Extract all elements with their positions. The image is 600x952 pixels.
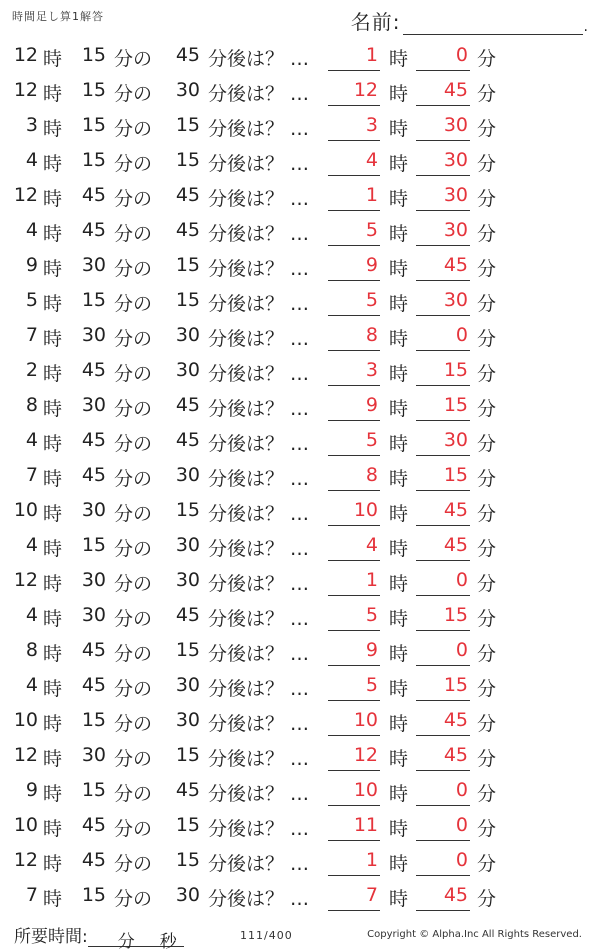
question-tail-label: 分後は？ … xyxy=(208,713,310,735)
name-blank-line xyxy=(403,12,583,35)
answer-hour-unit-label: 時 xyxy=(389,818,409,840)
question-hour: 12 xyxy=(13,849,38,871)
problem-row xyxy=(0,810,600,845)
question-minute: 15 xyxy=(81,779,106,801)
problem-row xyxy=(0,740,600,775)
answer-hour: 10 xyxy=(328,779,380,806)
minutes-unit: 分 xyxy=(117,932,135,952)
added-minutes: 15 xyxy=(175,254,200,276)
hour-unit-label: 時 xyxy=(43,748,63,770)
answer-hour: 9 xyxy=(328,254,380,281)
question-hour: 2 xyxy=(25,359,38,381)
problem-row xyxy=(0,390,600,425)
question-tail-label: 分後は？ … xyxy=(208,398,310,420)
minute-of-label: 分の xyxy=(114,328,153,350)
answer-minute: 15 xyxy=(416,604,470,631)
answer-minute: 0 xyxy=(416,814,470,841)
answer-hour: 5 xyxy=(328,604,380,631)
answer-hour: 8 xyxy=(328,464,380,491)
answer-minute-unit-label: 分 xyxy=(477,503,497,525)
question-hour: 8 xyxy=(25,639,38,661)
answer-minute: 30 xyxy=(416,289,470,316)
question-minute: 15 xyxy=(81,79,106,101)
answer-hour: 7 xyxy=(328,884,380,911)
problem-row xyxy=(0,495,600,530)
answer-minute-unit-label: 分 xyxy=(477,678,497,700)
answer-hour-unit-label: 時 xyxy=(389,153,409,175)
added-minutes: 45 xyxy=(175,184,200,206)
answer-hour-unit-label: 時 xyxy=(389,748,409,770)
question-tail-label: 分後は？ … xyxy=(208,888,310,910)
answer-minute-unit-label: 分 xyxy=(477,713,497,735)
question-minute: 30 xyxy=(81,254,106,276)
added-minutes: 30 xyxy=(175,569,200,591)
hour-unit-label: 時 xyxy=(43,888,63,910)
added-minutes: 30 xyxy=(175,884,200,906)
question-minute: 45 xyxy=(81,219,106,241)
question-hour: 9 xyxy=(25,779,38,801)
question-hour: 12 xyxy=(13,184,38,206)
hour-unit-label: 時 xyxy=(43,783,63,805)
added-minutes: 15 xyxy=(175,849,200,871)
answer-minute: 45 xyxy=(416,744,470,771)
answer-hour: 4 xyxy=(328,149,380,176)
question-hour: 5 xyxy=(25,289,38,311)
problem-row xyxy=(0,635,600,670)
question-minute: 15 xyxy=(81,709,106,731)
question-minute: 30 xyxy=(81,499,106,521)
question-minute: 45 xyxy=(81,464,106,486)
question-tail-label: 分後は？ … xyxy=(208,293,310,315)
worksheet-title: 時間足し算1解答 xyxy=(12,10,104,23)
question-hour: 4 xyxy=(25,674,38,696)
answer-hour: 1 xyxy=(328,849,380,876)
minute-of-label: 分の xyxy=(114,503,153,525)
problem-row xyxy=(0,40,600,75)
question-tail-label: 分後は？ … xyxy=(208,363,310,385)
minute-of-label: 分の xyxy=(114,748,153,770)
added-minutes: 45 xyxy=(175,44,200,66)
hour-unit-label: 時 xyxy=(43,118,63,140)
answer-hour-unit-label: 時 xyxy=(389,608,409,630)
answer-minute-unit-label: 分 xyxy=(477,608,497,630)
question-minute: 30 xyxy=(81,569,106,591)
problem-row xyxy=(0,285,600,320)
problem-row xyxy=(0,705,600,740)
question-tail-label: 分後は？ … xyxy=(208,678,310,700)
question-minute: 45 xyxy=(81,814,106,836)
question-tail-label: 分後は？ … xyxy=(208,468,310,490)
answer-minute: 30 xyxy=(416,149,470,176)
name-line-dot: . xyxy=(583,19,588,35)
answer-hour-unit-label: 時 xyxy=(389,433,409,455)
hour-unit-label: 時 xyxy=(43,223,63,245)
answer-hour: 12 xyxy=(328,744,380,771)
question-hour: 10 xyxy=(13,814,38,836)
question-hour: 12 xyxy=(13,79,38,101)
problem-row xyxy=(0,180,600,215)
added-minutes: 30 xyxy=(175,79,200,101)
answer-hour: 5 xyxy=(328,429,380,456)
answer-hour-unit-label: 時 xyxy=(389,258,409,280)
question-hour: 12 xyxy=(13,569,38,591)
minute-of-label: 分の xyxy=(114,118,153,140)
answer-hour: 5 xyxy=(328,289,380,316)
problem-row xyxy=(0,670,600,705)
question-minute: 45 xyxy=(81,429,106,451)
problem-row xyxy=(0,75,600,110)
answer-hour-unit-label: 時 xyxy=(389,713,409,735)
answer-minute: 0 xyxy=(416,639,470,666)
answer-hour-unit-label: 時 xyxy=(389,398,409,420)
added-minutes: 30 xyxy=(175,324,200,346)
copyright-notice: Copyright © Alpha.Inc All Rights Reserved. xyxy=(367,929,582,940)
question-hour: 12 xyxy=(13,744,38,766)
answer-minute: 45 xyxy=(416,254,470,281)
minute-of-label: 分の xyxy=(114,608,153,630)
answer-minute: 15 xyxy=(416,674,470,701)
answer-minute-unit-label: 分 xyxy=(477,153,497,175)
answer-hour-unit-label: 時 xyxy=(389,83,409,105)
problem-row xyxy=(0,110,600,145)
answer-hour-unit-label: 時 xyxy=(389,48,409,70)
answer-hour-unit-label: 時 xyxy=(389,853,409,875)
question-tail-label: 分後は？ … xyxy=(208,223,310,245)
answer-minute-unit-label: 分 xyxy=(477,888,497,910)
problem-row xyxy=(0,355,600,390)
hour-unit-label: 時 xyxy=(43,83,63,105)
added-minutes: 30 xyxy=(175,359,200,381)
added-minutes: 45 xyxy=(175,429,200,451)
answer-hour: 4 xyxy=(328,534,380,561)
problem-row xyxy=(0,565,600,600)
hour-unit-label: 時 xyxy=(43,153,63,175)
answer-minute-unit-label: 分 xyxy=(477,818,497,840)
answer-hour: 10 xyxy=(328,709,380,736)
problem-row xyxy=(0,775,600,810)
question-tail-label: 分後は？ … xyxy=(208,538,310,560)
answer-minute: 0 xyxy=(416,779,470,806)
question-tail-label: 分後は？ … xyxy=(208,818,310,840)
answer-minute-unit-label: 分 xyxy=(477,783,497,805)
added-minutes: 30 xyxy=(175,534,200,556)
added-minutes: 30 xyxy=(175,674,200,696)
answer-minute-unit-label: 分 xyxy=(477,573,497,595)
minute-of-label: 分の xyxy=(114,363,153,385)
question-tail-label: 分後は？ … xyxy=(208,48,310,70)
hour-unit-label: 時 xyxy=(43,328,63,350)
question-tail-label: 分後は？ … xyxy=(208,608,310,630)
answer-minute: 0 xyxy=(416,324,470,351)
question-minute: 15 xyxy=(81,289,106,311)
answer-minute-unit-label: 分 xyxy=(477,748,497,770)
answer-hour-unit-label: 時 xyxy=(389,538,409,560)
answer-hour: 1 xyxy=(328,184,380,211)
added-minutes: 15 xyxy=(175,744,200,766)
added-minutes: 15 xyxy=(175,639,200,661)
answer-hour-unit-label: 時 xyxy=(389,643,409,665)
time-taken-blank xyxy=(88,928,184,952)
question-minute: 30 xyxy=(81,744,106,766)
question-tail-label: 分後は？ … xyxy=(208,503,310,525)
answer-hour-unit-label: 時 xyxy=(389,468,409,490)
hour-unit-label: 時 xyxy=(43,188,63,210)
hour-unit-label: 時 xyxy=(43,573,63,595)
answer-minute-unit-label: 分 xyxy=(477,398,497,420)
answer-minute: 15 xyxy=(416,394,470,421)
minute-of-label: 分の xyxy=(114,888,153,910)
added-minutes: 45 xyxy=(175,394,200,416)
answer-minute: 30 xyxy=(416,429,470,456)
question-tail-label: 分後は？ … xyxy=(208,573,310,595)
added-minutes: 15 xyxy=(175,499,200,521)
time-taken-area xyxy=(14,922,184,952)
hour-unit-label: 時 xyxy=(43,853,63,875)
minute-of-label: 分の xyxy=(114,223,153,245)
answer-minute: 30 xyxy=(416,219,470,246)
question-minute: 45 xyxy=(81,359,106,381)
question-tail-label: 分後は？ … xyxy=(208,433,310,455)
problem-row xyxy=(0,215,600,250)
hour-unit-label: 時 xyxy=(43,503,63,525)
answer-hour: 3 xyxy=(328,114,380,141)
question-minute: 45 xyxy=(81,674,106,696)
hour-unit-label: 時 xyxy=(43,398,63,420)
answer-hour: 9 xyxy=(328,639,380,666)
minute-of-label: 分の xyxy=(114,573,153,595)
added-minutes: 15 xyxy=(175,289,200,311)
minute-of-label: 分の xyxy=(114,293,153,315)
answer-minute: 30 xyxy=(416,184,470,211)
minute-of-label: 分の xyxy=(114,713,153,735)
minute-of-label: 分の xyxy=(114,818,153,840)
question-hour: 9 xyxy=(25,254,38,276)
answer-hour-unit-label: 時 xyxy=(389,118,409,140)
answer-minute-unit-label: 分 xyxy=(477,328,497,350)
answer-minute-unit-label: 分 xyxy=(477,118,497,140)
answer-hour: 8 xyxy=(328,324,380,351)
question-minute: 45 xyxy=(81,184,106,206)
answer-hour: 3 xyxy=(328,359,380,386)
answer-minute-unit-label: 分 xyxy=(477,258,497,280)
question-tail-label: 分後は？ … xyxy=(208,643,310,665)
time-taken-label: 所要時間: xyxy=(14,927,88,947)
question-hour: 3 xyxy=(25,114,38,136)
added-minutes: 15 xyxy=(175,149,200,171)
answer-minute: 0 xyxy=(416,44,470,71)
answer-hour-unit-label: 時 xyxy=(389,328,409,350)
answer-minute-unit-label: 分 xyxy=(477,468,497,490)
page-number: 111/400 xyxy=(240,929,293,942)
answer-hour-unit-label: 時 xyxy=(389,678,409,700)
answer-hour-unit-label: 時 xyxy=(389,223,409,245)
hour-unit-label: 時 xyxy=(43,48,63,70)
minute-of-label: 分の xyxy=(114,153,153,175)
answer-hour: 1 xyxy=(328,569,380,596)
answer-hour: 12 xyxy=(328,79,380,106)
question-tail-label: 分後は？ … xyxy=(208,188,310,210)
hour-unit-label: 時 xyxy=(43,468,63,490)
added-minutes: 15 xyxy=(175,814,200,836)
answer-hour-unit-label: 時 xyxy=(389,363,409,385)
problem-row xyxy=(0,530,600,565)
added-minutes: 45 xyxy=(175,604,200,626)
question-minute: 30 xyxy=(81,324,106,346)
question-tail-label: 分後は？ … xyxy=(208,258,310,280)
answer-minute-unit-label: 分 xyxy=(477,83,497,105)
added-minutes: 30 xyxy=(175,464,200,486)
answer-hour: 1 xyxy=(328,44,380,71)
question-hour: 7 xyxy=(25,464,38,486)
added-minutes: 15 xyxy=(175,114,200,136)
hour-unit-label: 時 xyxy=(43,678,63,700)
answer-hour: 11 xyxy=(328,814,380,841)
question-tail-label: 分後は？ … xyxy=(208,118,310,140)
answer-minute-unit-label: 分 xyxy=(477,293,497,315)
hour-unit-label: 時 xyxy=(43,258,63,280)
question-tail-label: 分後は？ … xyxy=(208,83,310,105)
answer-hour-unit-label: 時 xyxy=(389,888,409,910)
answer-minute: 45 xyxy=(416,709,470,736)
problem-row xyxy=(0,600,600,635)
answer-minute: 45 xyxy=(416,884,470,911)
answer-hour: 5 xyxy=(328,674,380,701)
question-tail-label: 分後は？ … xyxy=(208,328,310,350)
minute-of-label: 分の xyxy=(114,678,153,700)
minute-of-label: 分の xyxy=(114,48,153,70)
answer-minute: 45 xyxy=(416,534,470,561)
answer-minute-unit-label: 分 xyxy=(477,48,497,70)
hour-unit-label: 時 xyxy=(43,818,63,840)
minute-of-label: 分の xyxy=(114,398,153,420)
answer-hour-unit-label: 時 xyxy=(389,188,409,210)
seconds-unit: 秒 xyxy=(159,932,177,952)
answer-minute-unit-label: 分 xyxy=(477,643,497,665)
answer-minute-unit-label: 分 xyxy=(477,188,497,210)
answer-minute: 0 xyxy=(416,849,470,876)
minute-of-label: 分の xyxy=(114,258,153,280)
question-minute: 45 xyxy=(81,849,106,871)
answer-hour: 5 xyxy=(328,219,380,246)
answer-minute: 45 xyxy=(416,79,470,106)
question-tail-label: 分後は？ … xyxy=(208,748,310,770)
answer-minute: 0 xyxy=(416,569,470,596)
problem-row xyxy=(0,880,600,915)
question-tail-label: 分後は？ … xyxy=(208,783,310,805)
question-hour: 12 xyxy=(13,44,38,66)
hour-unit-label: 時 xyxy=(43,608,63,630)
question-hour: 4 xyxy=(25,429,38,451)
name-label: 名前: xyxy=(350,10,401,34)
answer-minute: 45 xyxy=(416,499,470,526)
question-tail-label: 分後は？ … xyxy=(208,853,310,875)
problem-row xyxy=(0,320,600,355)
hour-unit-label: 時 xyxy=(43,293,63,315)
problem-row xyxy=(0,425,600,460)
minute-of-label: 分の xyxy=(114,853,153,875)
answer-hour: 9 xyxy=(328,394,380,421)
question-hour: 4 xyxy=(25,604,38,626)
answer-minute-unit-label: 分 xyxy=(477,433,497,455)
question-hour: 10 xyxy=(13,709,38,731)
question-minute: 45 xyxy=(81,639,106,661)
question-minute: 15 xyxy=(81,884,106,906)
name-field-area xyxy=(351,6,588,35)
question-hour: 10 xyxy=(13,499,38,521)
minute-of-label: 分の xyxy=(114,83,153,105)
minute-of-label: 分の xyxy=(114,538,153,560)
question-minute: 15 xyxy=(81,114,106,136)
problem-row xyxy=(0,845,600,880)
answer-hour-unit-label: 時 xyxy=(389,293,409,315)
answer-hour-unit-label: 時 xyxy=(389,783,409,805)
problem-list xyxy=(0,40,600,915)
question-hour: 4 xyxy=(25,149,38,171)
answer-minute: 30 xyxy=(416,114,470,141)
answer-hour: 10 xyxy=(328,499,380,526)
minute-of-label: 分の xyxy=(114,643,153,665)
hour-unit-label: 時 xyxy=(43,713,63,735)
question-minute: 15 xyxy=(81,44,106,66)
question-hour: 7 xyxy=(25,324,38,346)
hour-unit-label: 時 xyxy=(43,433,63,455)
hour-unit-label: 時 xyxy=(43,643,63,665)
question-hour: 7 xyxy=(25,884,38,906)
minute-of-label: 分の xyxy=(114,433,153,455)
answer-hour-unit-label: 時 xyxy=(389,573,409,595)
question-tail-label: 分後は？ … xyxy=(208,153,310,175)
answer-minute-unit-label: 分 xyxy=(477,223,497,245)
question-hour: 8 xyxy=(25,394,38,416)
question-minute: 30 xyxy=(81,394,106,416)
question-minute: 30 xyxy=(81,604,106,626)
added-minutes: 45 xyxy=(175,219,200,241)
question-minute: 15 xyxy=(81,149,106,171)
minute-of-label: 分の xyxy=(114,783,153,805)
question-minute: 15 xyxy=(81,534,106,556)
hour-unit-label: 時 xyxy=(43,538,63,560)
question-hour: 4 xyxy=(25,534,38,556)
added-minutes: 30 xyxy=(175,709,200,731)
problem-row xyxy=(0,250,600,285)
added-minutes: 45 xyxy=(175,779,200,801)
answer-minute-unit-label: 分 xyxy=(477,363,497,385)
problem-row xyxy=(0,145,600,180)
answer-hour-unit-label: 時 xyxy=(389,503,409,525)
question-hour: 4 xyxy=(25,219,38,241)
problem-row xyxy=(0,460,600,495)
hour-unit-label: 時 xyxy=(43,363,63,385)
answer-minute: 15 xyxy=(416,464,470,491)
minute-of-label: 分の xyxy=(114,468,153,490)
answer-minute-unit-label: 分 xyxy=(477,538,497,560)
minute-of-label: 分の xyxy=(114,188,153,210)
answer-minute-unit-label: 分 xyxy=(477,853,497,875)
answer-minute: 15 xyxy=(416,359,470,386)
